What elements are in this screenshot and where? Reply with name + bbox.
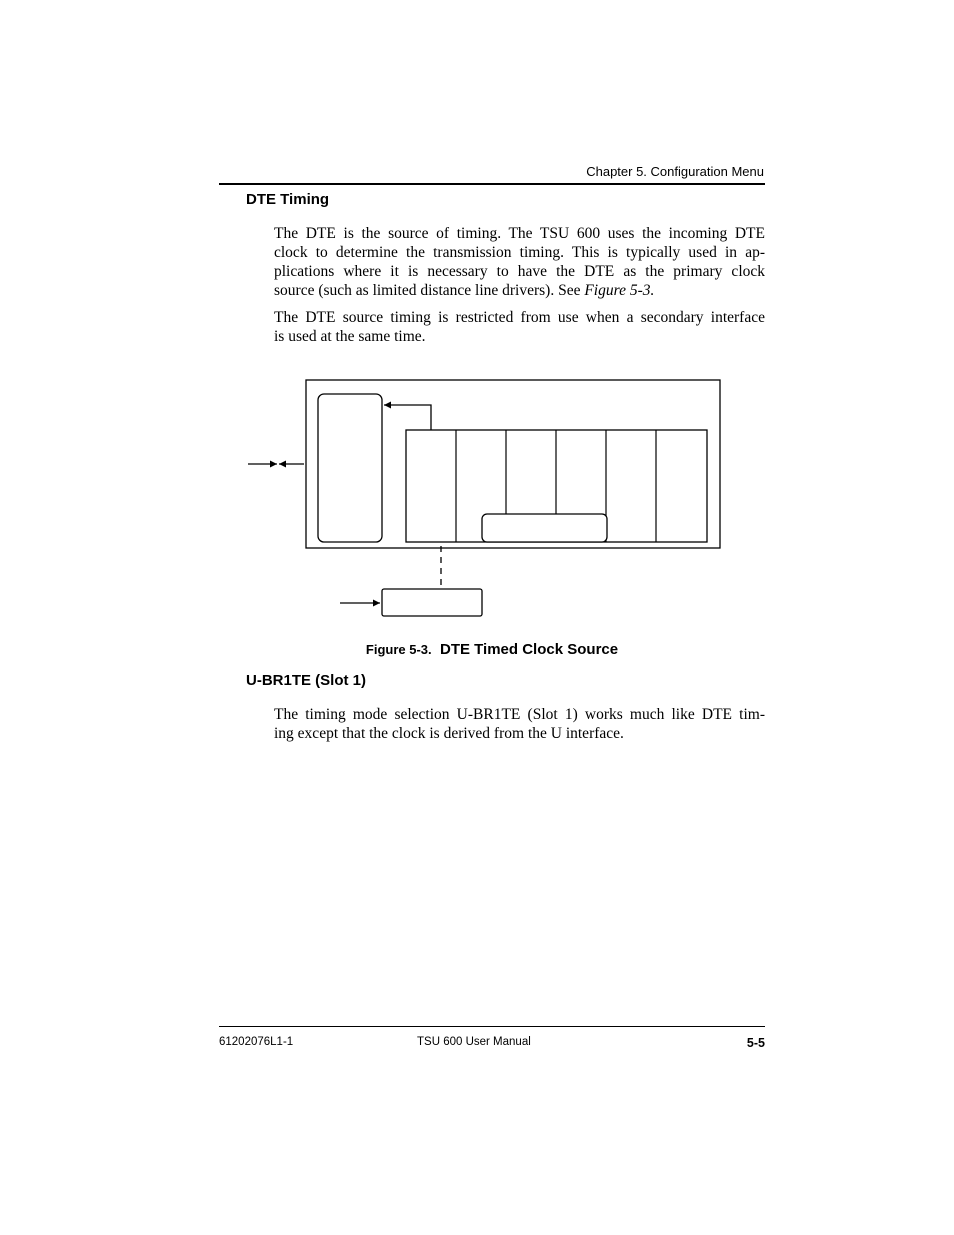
page-number: 5-5 [746, 1036, 765, 1050]
footer-manual-title: TSU 600 User Manual [417, 1036, 531, 1048]
paragraph-line: The DTE is the source of timing. The TSU 600 uses the incoming DTE [274, 225, 765, 242]
figure-caption [219, 641, 765, 658]
paragraph-line: clock to determine the transmission timing. This is typically used in ap- [274, 244, 765, 261]
figure-title: DTE Timed Clock Source [439, 641, 619, 658]
paragraph-line: The DTE source timing is restricted from use when a secondary interface [274, 309, 765, 326]
paragraph-line: The timing mode selection U-BR1TE (Slot 1) works much like DTE tim- [274, 706, 765, 723]
clock-feed-arrow [384, 405, 431, 430]
paragraph-text: source (such as limited distance line drivers). See [274, 282, 585, 299]
footer-rule [219, 1026, 765, 1027]
timing-module [318, 394, 382, 542]
figure-reference-link[interactable]: Figure 5-3. [584, 282, 655, 299]
figure-label: Figure 5-3. [365, 642, 432, 657]
paragraph-line: plications where it is necessary to have the DTE as the primary clock [274, 263, 765, 280]
footer-part-number: 61202076L1-1 [219, 1036, 294, 1048]
paragraph-line: ing except that the clock is derived from the U interface. [274, 725, 624, 742]
dte-box [382, 589, 482, 616]
bus-module [482, 514, 607, 542]
paragraph-line: is used at the same time. [274, 328, 426, 345]
section-heading-dte-timing: DTE Timing [246, 191, 330, 208]
paragraph-u-br1te [274, 705, 765, 743]
section-heading-u-br1te: U-BR1TE (Slot 1) [246, 672, 366, 689]
running-head: Chapter 5. Configuration Menu [586, 164, 764, 179]
